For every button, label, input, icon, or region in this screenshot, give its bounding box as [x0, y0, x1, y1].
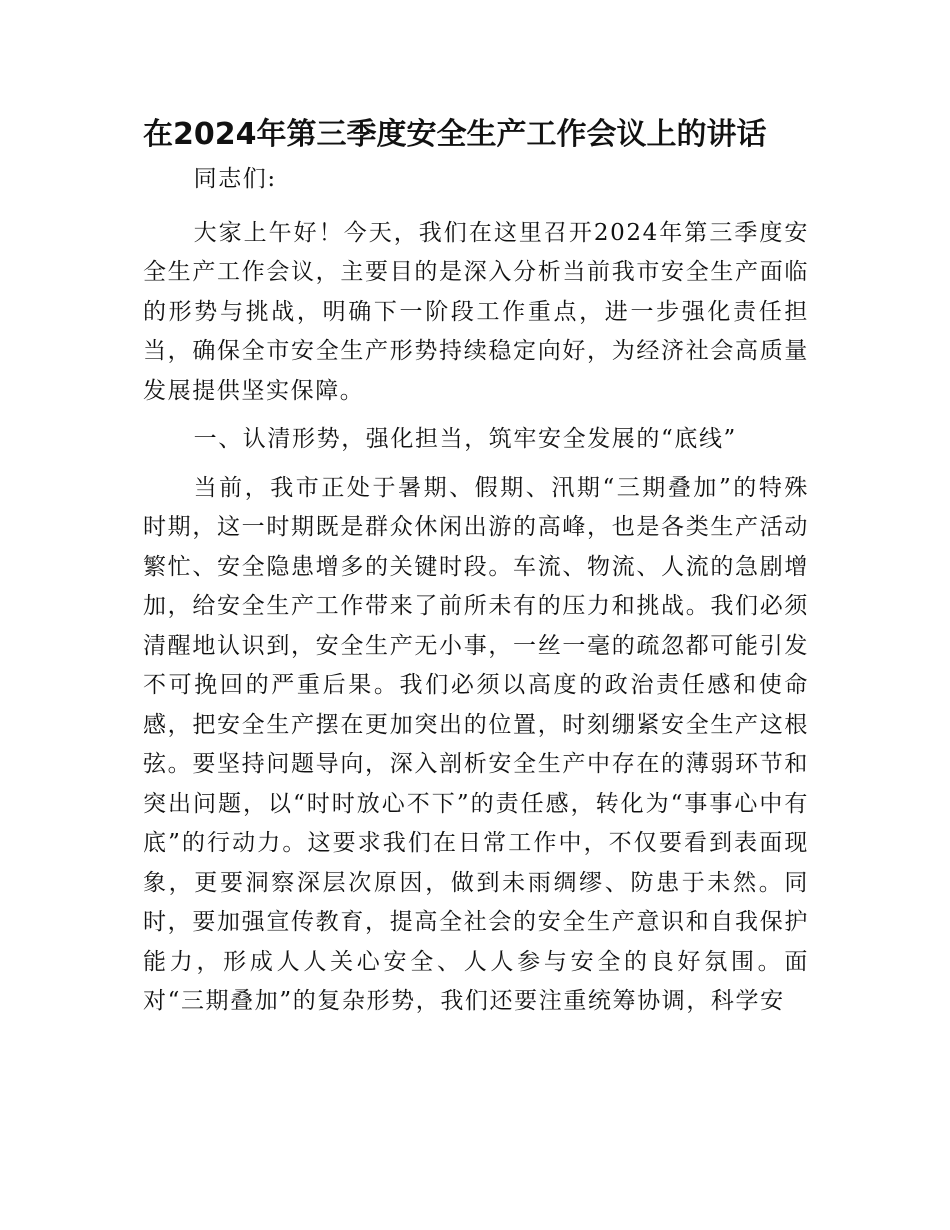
document-body — [143, 160, 809, 1031]
document-title: 在2024年第三季度安全生产工作会议上的讲话 — [143, 117, 767, 152]
paragraph-opening: 大家上午好！今天，我们在这里召开2024年第三季度安全生产工作会议，主要目的是深入分析当前我市安全生产面临的形势与挑战，明确下一阶段工作重点，进一步强化责任担当，确保全市安全生产形势持续稳定向好，为经济社会高质量发展提供坚实保障。 — [143, 219, 809, 404]
section-heading-1: 一、认清形势，强化担当，筑牢安全发展的“底线” — [193, 426, 737, 452]
paragraph-situation: 当前，我市正处于暑期、假期、汛期“三期叠加”的特殊时期，这一时期既是群众休闲出游的高峰，也是各类生产活动繁忙、安全隐患增多的关键时段。车流、物流、人流的急剧增加，给安全生产工作带来了前所未有的压力和挑战。我们必须清醒地认识到，安全生产无小事，一丝一毫的疏忽都可能引发不可挽回的严重后果。我们必须以高度的政治责任感和使命感，把安全生产摆在更加突出的位置，时刻绷紧安全生产这根弦。要坚持问题导向，深入剖析安全生产中存在的薄弱环节和突出问题，以“时时放心不下”的责任感，转化为“事事心中有底”的行动力。这要求我们在日常工作中，不仅要看到表面现象，更要洞察深层次原因，做到未雨绸缪、防患于未然。同时，要加强宣传教育，提高全社会的安全生产意识和自我保护能力，形成人人关心安全、人人参与安全的良好氛围。面对“三期叠加”的复杂形势，我们还要注重统筹协调，科学安 — [143, 474, 809, 1014]
salutation: 同志们: — [193, 166, 277, 192]
